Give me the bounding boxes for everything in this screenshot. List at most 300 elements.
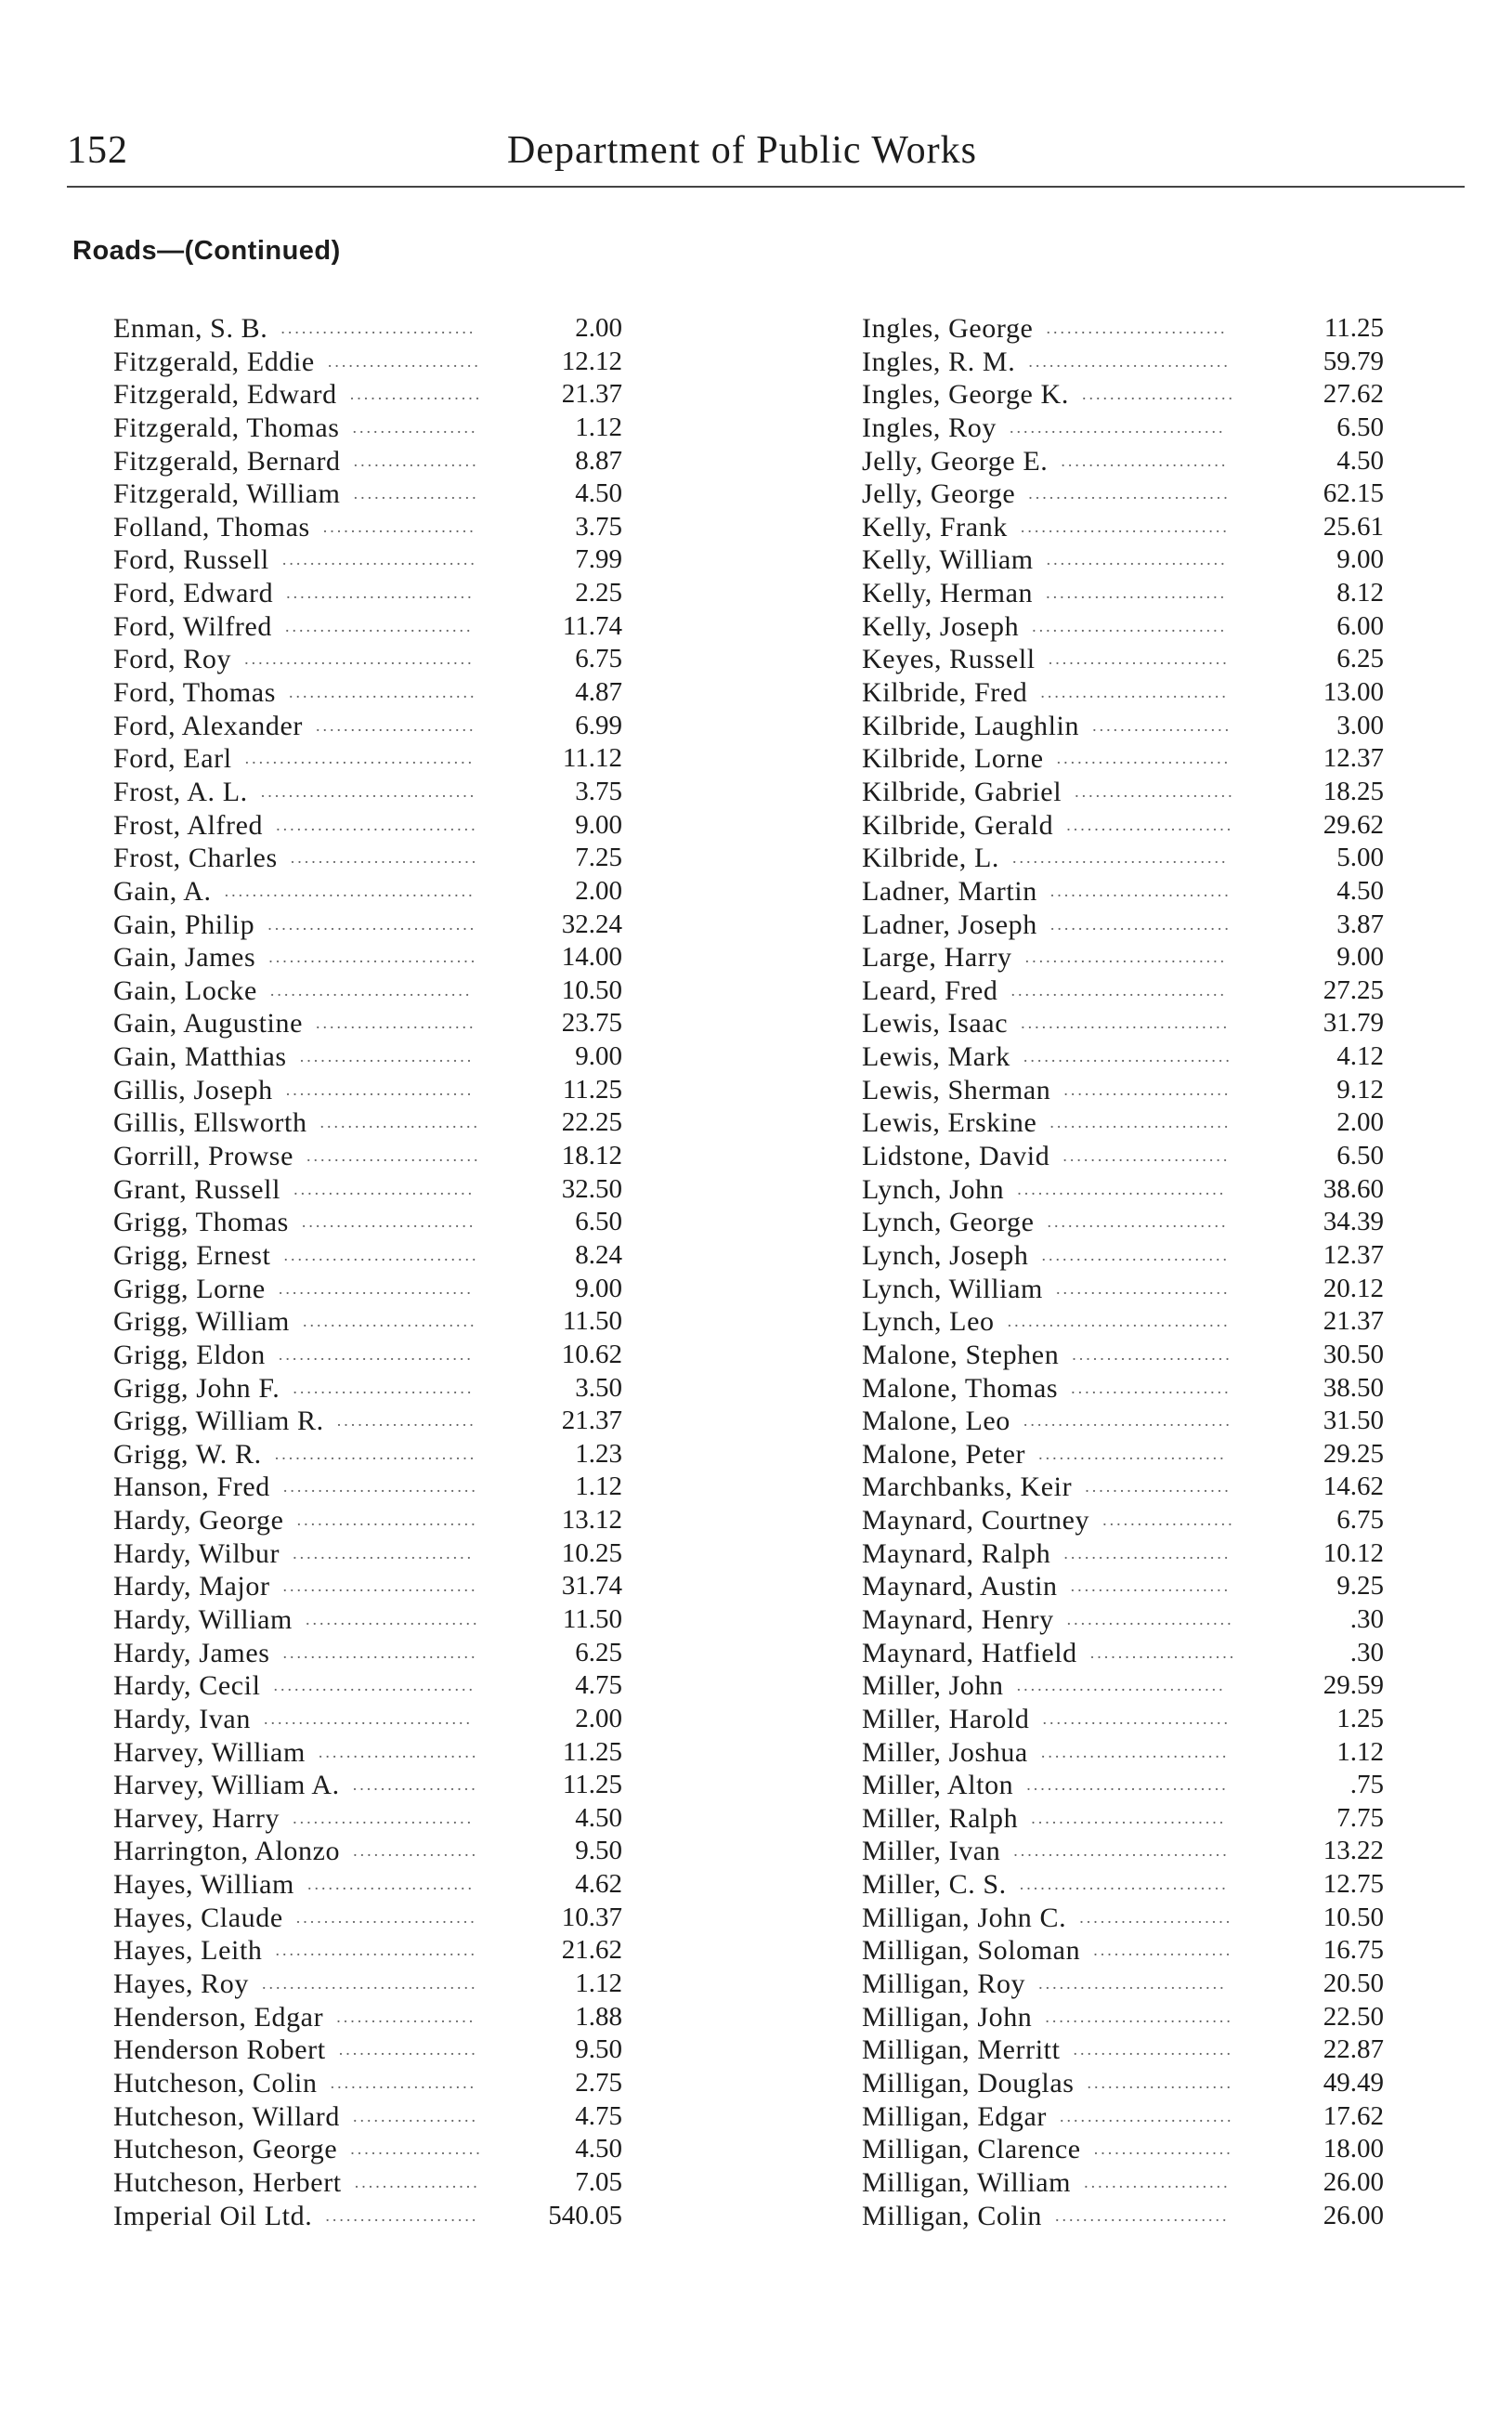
dot-leader: ............................... bbox=[1010, 980, 1228, 1000]
entry-amount: .75 bbox=[1349, 1770, 1384, 1800]
entry-name: Ingles, George bbox=[862, 313, 1034, 344]
entry-name: Ladner, Joseph bbox=[862, 909, 1037, 940]
dot-leader: .......................... bbox=[296, 1510, 478, 1530]
list-item bbox=[113, 477, 622, 511]
entry-name: Kelly, Joseph bbox=[862, 610, 1020, 642]
entry-amount: .30 bbox=[1349, 1637, 1384, 1667]
dot-leader: .......................... bbox=[293, 1808, 475, 1827]
entry-amount: 59.79 bbox=[1323, 346, 1384, 376]
list-item bbox=[113, 809, 622, 843]
list-item bbox=[113, 1273, 622, 1306]
list-item bbox=[862, 1537, 1384, 1571]
entry-amount: 29.59 bbox=[1323, 1670, 1384, 1701]
entry-name: Hardy, Ivan bbox=[113, 1703, 251, 1734]
dot-leader: ........................... bbox=[285, 616, 474, 635]
list-item bbox=[862, 643, 1384, 676]
entry-amount: 11.74 bbox=[562, 610, 622, 641]
section-heading: Roads—(Continued) bbox=[72, 236, 341, 266]
dot-leader: ....................... bbox=[1075, 781, 1235, 801]
entry-amount: 4.50 bbox=[1336, 875, 1384, 906]
entry-amount: 12.75 bbox=[1323, 1869, 1384, 1900]
entry-amount: 27.62 bbox=[1323, 379, 1384, 410]
dot-leader: ...................... bbox=[1079, 1907, 1233, 1927]
list-item bbox=[113, 1934, 622, 1968]
entry-name: Maynard, Hatfield bbox=[862, 1637, 1077, 1668]
dot-leader: ........................... bbox=[1042, 1708, 1231, 1728]
list-item bbox=[862, 1968, 1384, 2001]
dot-leader: ........................... bbox=[285, 1079, 475, 1099]
entry-name: Ingles, Roy bbox=[862, 412, 997, 443]
list-item bbox=[862, 742, 1384, 776]
entry-name: Gain, Matthias bbox=[113, 1041, 287, 1073]
entry-name: Miller, Harold bbox=[862, 1703, 1030, 1734]
dot-leader: ............................... bbox=[260, 781, 477, 801]
list-item bbox=[862, 776, 1384, 809]
list-item bbox=[113, 1902, 622, 1935]
list-item bbox=[113, 1106, 622, 1140]
list-item bbox=[113, 2166, 622, 2200]
entry-amount: 11.50 bbox=[562, 1306, 622, 1337]
list-item bbox=[113, 1405, 622, 1438]
dot-leader: ....................... bbox=[318, 1742, 479, 1761]
entry-amount: 62.15 bbox=[1323, 478, 1384, 509]
dot-leader: .................... bbox=[1092, 715, 1232, 735]
list-item bbox=[862, 1438, 1384, 1471]
dot-leader: ....................... bbox=[1071, 1378, 1232, 1397]
dot-leader: ................................ bbox=[1007, 1312, 1231, 1331]
dot-leader: ......................... bbox=[301, 1212, 476, 1232]
entry-name: Maynard, Henry bbox=[862, 1603, 1054, 1635]
entry-amount: 10.50 bbox=[561, 974, 622, 1005]
list-item bbox=[113, 1603, 622, 1637]
entry-amount: 3.75 bbox=[575, 511, 622, 542]
entry-amount: 2.00 bbox=[1336, 1107, 1384, 1138]
dot-leader: ................... bbox=[350, 2139, 483, 2159]
entry-name: Kelly, Herman bbox=[862, 578, 1034, 609]
page-header bbox=[67, 128, 1460, 184]
dot-leader: .................. bbox=[352, 417, 478, 437]
entry-name: Ingles, R. M. bbox=[862, 346, 1016, 377]
entry-name: Gillis, Joseph bbox=[113, 1074, 273, 1105]
dot-leader: ........................... bbox=[1040, 1742, 1230, 1761]
entry-name: Gain, Augustine bbox=[113, 1008, 303, 1040]
entry-name: Lewis, Erskine bbox=[862, 1107, 1037, 1139]
entry-name: Milligan, Merritt bbox=[862, 2034, 1061, 2066]
dot-leader: ....................... bbox=[1072, 1344, 1232, 1364]
entry-name: Keyes, Russell bbox=[862, 644, 1036, 675]
dot-leader: ..................... bbox=[1087, 2072, 1234, 2092]
dot-leader: ......................... bbox=[299, 1047, 475, 1066]
entry-name: Frost, Charles bbox=[113, 843, 278, 874]
list-item bbox=[862, 1769, 1384, 1802]
list-item bbox=[113, 875, 622, 909]
list-item bbox=[862, 610, 1384, 644]
list-item bbox=[113, 412, 622, 445]
list-item bbox=[862, 676, 1384, 710]
list-item bbox=[113, 2001, 622, 2034]
entry-name: Ford, Earl bbox=[113, 743, 232, 775]
list-item bbox=[113, 2067, 622, 2100]
entry-amount: 6.75 bbox=[575, 644, 622, 674]
entry-amount: 22.50 bbox=[1323, 2001, 1384, 2032]
dot-leader: ............................ bbox=[282, 1642, 478, 1662]
entry-name: Henderson Robert bbox=[113, 2034, 326, 2066]
list-item bbox=[113, 842, 622, 875]
entry-amount: 10.62 bbox=[561, 1339, 622, 1369]
list-item bbox=[862, 875, 1384, 909]
list-item bbox=[862, 1040, 1384, 1074]
entry-name: Leard, Fred bbox=[862, 974, 998, 1006]
list-item bbox=[862, 909, 1384, 942]
entry-name: Milligan, Roy bbox=[862, 1968, 1026, 2000]
dot-leader: ............................... bbox=[261, 1974, 478, 1994]
dot-leader: .............................. bbox=[267, 914, 477, 934]
entry-amount: 4.75 bbox=[575, 2100, 622, 2131]
dot-leader: ............................ bbox=[278, 1278, 474, 1298]
entry-name: Ladner, Martin bbox=[862, 875, 1037, 907]
entry-amount: 7.05 bbox=[575, 2166, 622, 2197]
entry-name: Hayes, Roy bbox=[113, 1968, 249, 2000]
entry-name: Frost, A. L. bbox=[113, 776, 248, 807]
dot-leader: ............................. bbox=[273, 1676, 476, 1695]
entry-name: Fitzgerald, Eddie bbox=[113, 346, 315, 377]
list-item bbox=[862, 1603, 1384, 1637]
dot-leader: ............................ bbox=[282, 1477, 478, 1497]
entry-amount: 2.75 bbox=[575, 2067, 622, 2098]
dot-leader: ...................... bbox=[322, 516, 476, 536]
entry-name: Grigg, John F. bbox=[113, 1372, 280, 1404]
entry-name: Milligan, Edgar bbox=[862, 2100, 1047, 2132]
entry-amount: 23.75 bbox=[561, 1008, 622, 1039]
list-item bbox=[862, 1206, 1384, 1239]
entry-name: Maynard, Austin bbox=[862, 1571, 1058, 1602]
list-item bbox=[113, 312, 622, 346]
list-item bbox=[113, 1173, 622, 1207]
dot-leader: ............................ bbox=[282, 1576, 478, 1596]
list-item bbox=[113, 2100, 622, 2134]
dot-leader: ............................. bbox=[1028, 351, 1231, 371]
entry-name: Hayes, William bbox=[113, 1869, 294, 1901]
list-item bbox=[113, 445, 622, 478]
dot-leader: ............................... bbox=[1009, 417, 1226, 437]
entry-name: Gain, Locke bbox=[113, 974, 257, 1006]
left-column bbox=[113, 312, 622, 2232]
dot-leader: .................... bbox=[338, 2040, 478, 2059]
entry-name: Grigg, William R. bbox=[113, 1406, 324, 1437]
list-item bbox=[862, 346, 1384, 379]
entry-amount: 4.62 bbox=[575, 1869, 622, 1900]
entry-amount: 16.75 bbox=[1323, 1935, 1384, 1966]
list-item bbox=[113, 1637, 622, 1670]
entry-amount: 6.25 bbox=[1336, 644, 1384, 674]
dot-leader: .................... bbox=[336, 1411, 476, 1431]
dot-leader: .................. bbox=[353, 451, 479, 470]
list-item bbox=[862, 1835, 1384, 1868]
entry-name: Grigg, Lorne bbox=[113, 1273, 266, 1304]
dot-leader: .................... bbox=[336, 2007, 476, 2026]
list-item bbox=[113, 577, 622, 610]
entry-name: Gain, Philip bbox=[113, 909, 255, 940]
list-item bbox=[113, 1669, 622, 1703]
dot-leader: ..................... bbox=[1089, 1642, 1237, 1662]
dot-leader: .......................... bbox=[1046, 583, 1228, 603]
entry-name: Ford, Alexander bbox=[113, 710, 303, 741]
dot-leader: ......................... bbox=[1055, 2205, 1230, 2225]
list-item bbox=[113, 1570, 622, 1603]
entry-name: Grigg, Eldon bbox=[113, 1339, 266, 1370]
dot-leader: ........................... bbox=[290, 848, 479, 868]
entry-name: Gain, A. bbox=[113, 875, 212, 907]
entry-name: Kilbride, Laughlin bbox=[862, 710, 1080, 741]
dot-leader: .......................... bbox=[1046, 550, 1228, 569]
dot-leader: ........................... bbox=[1045, 2007, 1233, 2026]
list-item bbox=[862, 543, 1384, 577]
list-item bbox=[862, 2067, 1384, 2100]
entry-name: Kilbride, Lorne bbox=[862, 743, 1044, 775]
dot-leader: ...................... bbox=[327, 351, 481, 371]
dot-leader: .............................. bbox=[1020, 516, 1230, 536]
dot-leader: ........................... bbox=[288, 683, 477, 702]
dot-leader: ....................... bbox=[316, 1013, 476, 1033]
entry-amount: 9.50 bbox=[575, 1836, 622, 1866]
entry-name: Lynch, William bbox=[862, 1273, 1043, 1304]
dot-leader: ........................... bbox=[1040, 683, 1229, 702]
entry-amount: 30.50 bbox=[1323, 1339, 1384, 1369]
entry-amount: 9.00 bbox=[575, 809, 622, 840]
entry-amount: 31.79 bbox=[1323, 1008, 1384, 1039]
dot-leader: .................. bbox=[353, 2106, 478, 2125]
entry-name: Hanson, Fred bbox=[113, 1471, 270, 1503]
list-item bbox=[862, 809, 1384, 843]
dot-leader: ........................... bbox=[1038, 1444, 1227, 1463]
entry-name: Milligan, Clarence bbox=[862, 2134, 1081, 2165]
entry-name: Hayes, Claude bbox=[113, 1902, 283, 1933]
entry-amount: 21.37 bbox=[561, 379, 622, 410]
list-item bbox=[862, 1736, 1384, 1770]
dot-leader: ....................... bbox=[315, 715, 476, 735]
entry-amount: 26.00 bbox=[1323, 2200, 1384, 2230]
entry-amount: 6.99 bbox=[575, 710, 622, 740]
dot-leader: ........................ bbox=[1062, 1146, 1231, 1166]
list-item bbox=[862, 511, 1384, 544]
dot-leader: .......................... bbox=[1046, 319, 1228, 337]
list-item bbox=[113, 1471, 622, 1504]
list-item bbox=[862, 1934, 1384, 1968]
entry-amount: .30 bbox=[1349, 1603, 1384, 1634]
dot-leader: .................................... bbox=[224, 881, 476, 900]
list-item bbox=[862, 1007, 1384, 1040]
list-item bbox=[862, 1802, 1384, 1836]
dot-leader: ................................. bbox=[244, 649, 475, 669]
list-item bbox=[862, 477, 1384, 511]
dot-leader: ........................ bbox=[1063, 1079, 1232, 1099]
entry-name: Malone, Thomas bbox=[862, 1372, 1059, 1404]
entry-name: Enman, S. B. bbox=[113, 313, 268, 344]
entry-amount: 1.88 bbox=[575, 2001, 622, 2032]
entry-name: Milligan, John bbox=[862, 2001, 1033, 2033]
list-item bbox=[113, 1736, 622, 1770]
entry-name: Maynard, Ralph bbox=[862, 1537, 1051, 1569]
list-item bbox=[862, 2100, 1384, 2134]
dot-leader: .............................. bbox=[1019, 1875, 1229, 1894]
dot-leader: .......................... bbox=[1049, 1113, 1232, 1132]
dot-leader: ........................ bbox=[1066, 815, 1234, 834]
list-item bbox=[113, 742, 622, 776]
entry-name: Harvey, Harry bbox=[113, 1802, 280, 1834]
list-item bbox=[862, 1570, 1384, 1603]
dot-leader: ............................. bbox=[276, 815, 478, 834]
entry-name: Gorrill, Prowse bbox=[113, 1141, 293, 1172]
list-item bbox=[862, 2200, 1384, 2233]
entry-name: Lewis, Sherman bbox=[862, 1074, 1051, 1105]
dot-leader: ......................... bbox=[1056, 749, 1232, 768]
entry-amount: 1.12 bbox=[575, 1968, 622, 1999]
list-item bbox=[113, 643, 622, 676]
entry-name: Hayes, Leith bbox=[113, 1935, 263, 1967]
list-item bbox=[862, 1372, 1384, 1406]
entry-amount: 9.00 bbox=[575, 1041, 622, 1072]
entry-amount: 1.12 bbox=[1336, 1736, 1384, 1767]
dot-leader: .................. bbox=[353, 1841, 479, 1861]
list-item bbox=[862, 974, 1384, 1008]
entry-name: Miller, John bbox=[862, 1670, 1004, 1702]
entry-name: Hutcheson, Colin bbox=[113, 2067, 318, 2099]
entry-name: Hutcheson, Willard bbox=[113, 2100, 340, 2132]
dot-leader: ............................. bbox=[1028, 484, 1231, 503]
entry-name: Harrington, Alonzo bbox=[113, 1836, 341, 1867]
entry-amount: 13.00 bbox=[1323, 677, 1384, 708]
dot-leader: ................... bbox=[1102, 1510, 1235, 1530]
entry-amount: 5.00 bbox=[1336, 843, 1384, 873]
dot-leader: ........................... bbox=[1038, 1974, 1227, 1994]
dot-leader: ............................ bbox=[278, 1344, 474, 1364]
entry-amount: 11.25 bbox=[562, 1770, 622, 1800]
list-item bbox=[862, 1106, 1384, 1140]
entry-amount: 17.62 bbox=[1323, 2100, 1384, 2131]
entry-name: Milligan, Colin bbox=[862, 2200, 1043, 2231]
entry-amount: 4.75 bbox=[575, 1670, 622, 1701]
entry-amount: 11.25 bbox=[562, 1074, 622, 1105]
entry-amount: 12.37 bbox=[1323, 1239, 1384, 1270]
dot-leader: .............................. bbox=[1023, 1411, 1232, 1431]
list-item bbox=[862, 1637, 1384, 1670]
list-item bbox=[113, 1074, 622, 1107]
entry-amount: 9.12 bbox=[1336, 1074, 1384, 1105]
dot-leader: ................... bbox=[349, 385, 483, 404]
entry-amount: 32.50 bbox=[561, 1173, 622, 1204]
dot-leader: .......................... bbox=[1049, 914, 1232, 934]
entry-amount: 1.12 bbox=[575, 1471, 622, 1502]
header-rule bbox=[67, 186, 1465, 188]
entry-name: Imperial Oil Ltd. bbox=[113, 2200, 313, 2231]
dot-leader: .................... bbox=[1093, 1941, 1233, 1960]
entry-name: Fitzgerald, Edward bbox=[113, 379, 337, 411]
entry-name: Hardy, James bbox=[113, 1637, 270, 1668]
list-item bbox=[113, 1802, 622, 1836]
list-item bbox=[113, 2200, 622, 2233]
entry-name: Maynard, Courtney bbox=[862, 1505, 1090, 1536]
entry-name: Lynch, John bbox=[862, 1173, 1005, 1205]
entry-amount: 25.61 bbox=[1323, 511, 1384, 542]
entry-amount: 4.50 bbox=[575, 478, 622, 509]
entry-amount: 13.22 bbox=[1323, 1836, 1384, 1866]
list-item bbox=[113, 346, 622, 379]
entry-name: Kilbride, L. bbox=[862, 843, 1000, 874]
list-item bbox=[113, 378, 622, 412]
entry-amount: 21.37 bbox=[561, 1406, 622, 1436]
dot-leader: .................. bbox=[352, 1775, 478, 1795]
entry-name: Fitzgerald, Bernard bbox=[113, 445, 341, 477]
entry-amount: 4.12 bbox=[1336, 1041, 1384, 1072]
entry-amount: 49.49 bbox=[1323, 2067, 1384, 2098]
entry-amount: 27.25 bbox=[1323, 974, 1384, 1005]
entry-amount: 14.00 bbox=[561, 942, 622, 973]
dot-leader: .............................. bbox=[1017, 1179, 1227, 1198]
dot-leader: ........................ bbox=[306, 1875, 475, 1894]
entry-name: Gillis, Ellsworth bbox=[113, 1107, 307, 1139]
entry-amount: 32.24 bbox=[561, 909, 622, 939]
list-item bbox=[862, 378, 1384, 412]
entry-amount: 6.00 bbox=[1336, 610, 1384, 641]
dot-leader: ................................. bbox=[244, 749, 476, 768]
entry-name: Ford, Thomas bbox=[113, 677, 276, 709]
list-item bbox=[862, 1703, 1384, 1736]
entry-amount: 7.25 bbox=[575, 843, 622, 873]
entry-amount: 10.50 bbox=[1323, 1902, 1384, 1932]
dot-leader: ............................ bbox=[1032, 616, 1228, 635]
entry-amount: 6.50 bbox=[1336, 1141, 1384, 1171]
dot-leader: ......................... bbox=[306, 1146, 481, 1166]
list-item bbox=[862, 1405, 1384, 1438]
dot-leader: ......................... bbox=[306, 1609, 480, 1628]
entry-amount: 38.60 bbox=[1323, 1173, 1384, 1204]
list-item bbox=[113, 1769, 622, 1802]
list-item bbox=[862, 710, 1384, 743]
entry-amount: 18.25 bbox=[1323, 776, 1384, 806]
entry-amount: 12.12 bbox=[561, 346, 622, 376]
list-item bbox=[862, 2033, 1384, 2067]
list-item bbox=[862, 1669, 1384, 1703]
entry-amount: 3.50 bbox=[575, 1372, 622, 1403]
entry-amount: 6.75 bbox=[1336, 1505, 1384, 1536]
entry-name: Grigg, Thomas bbox=[113, 1207, 289, 1238]
entry-name: Hutcheson, George bbox=[113, 2134, 338, 2165]
entry-amount: 11.25 bbox=[1323, 313, 1384, 343]
dot-leader: ........................ bbox=[1066, 1609, 1234, 1628]
entry-amount: 3.00 bbox=[1336, 710, 1384, 740]
list-item bbox=[862, 842, 1384, 875]
entry-name: Harvey, William A. bbox=[113, 1770, 340, 1801]
entry-amount: 20.12 bbox=[1323, 1273, 1384, 1303]
dot-leader: ..................... bbox=[1084, 2172, 1231, 2191]
list-item bbox=[862, 2133, 1384, 2166]
entry-amount: 26.00 bbox=[1323, 2166, 1384, 2197]
entry-amount: 6.25 bbox=[575, 1637, 622, 1667]
entry-amount: 6.50 bbox=[1336, 412, 1384, 442]
list-item bbox=[113, 941, 622, 974]
page-number: 152 bbox=[67, 129, 128, 172]
entry-amount: 9.50 bbox=[575, 2034, 622, 2065]
entry-amount: 31.50 bbox=[1323, 1406, 1384, 1436]
entry-amount: 31.74 bbox=[561, 1571, 622, 1602]
list-item bbox=[113, 1007, 622, 1040]
list-item bbox=[862, 1273, 1384, 1306]
entry-amount: 9.00 bbox=[575, 1273, 622, 1303]
dot-leader: .......................... bbox=[295, 1907, 477, 1927]
entry-amount: 22.87 bbox=[1323, 2034, 1384, 2065]
list-item bbox=[113, 710, 622, 743]
entry-amount: 9.25 bbox=[1336, 1571, 1384, 1602]
